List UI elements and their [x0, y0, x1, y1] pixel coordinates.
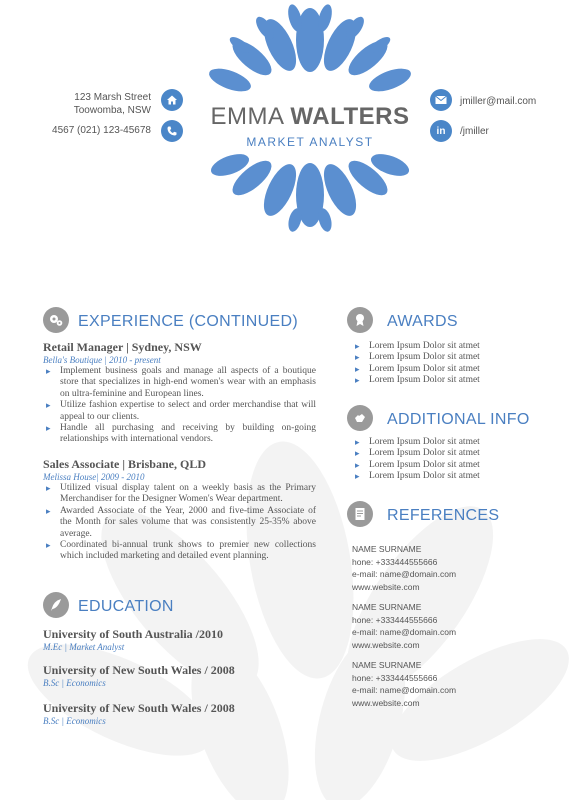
- bullet-item: ▸ Utilized visual display talent on a weekly basis as the Primary Merchandiser for the Designer Women's Wear department.: [43, 483, 316, 506]
- reference-website: www.website.com: [352, 639, 420, 650]
- role-title: MARKET ANALYST: [246, 135, 374, 149]
- school-name: University of South Australia /2010: [43, 627, 224, 641]
- degree: B.Sc | Economics: [43, 678, 106, 688]
- reference-website: www.website.com: [352, 697, 420, 708]
- hand-icon: [347, 405, 373, 431]
- awards-heading: AWARDS: [387, 313, 458, 330]
- reference-website: www.website.com: [352, 581, 420, 592]
- quill-icon: [43, 592, 69, 618]
- additional-item: ▸ Lorem Ipsum Dolor sit atmet: [352, 448, 552, 459]
- name-heading: [200, 103, 420, 131]
- reference-email: e-mail: name@domain.com: [352, 627, 457, 637]
- reference-phone: hone: +333444555666: [352, 672, 438, 683]
- linkedin-handle[interactable]: /jmiller: [460, 126, 489, 137]
- additional-info-heading: ADDITIONAL INFO: [387, 411, 530, 428]
- bullet-item: ▸ Awarded Associate of the Year, 2000 and five-time Associate of the Month for sales volume that was consistently 25-35% above average.: [43, 506, 316, 540]
- experience-heading: EXPERIENCE (CONTINUED): [78, 313, 298, 330]
- bullet-item: ▸ Utilize fashion expertise to select and order merchandise that will appeal to our clients.: [43, 400, 316, 423]
- awards-list: [352, 341, 552, 387]
- award-item: ▸ Lorem Ipsum Dolor sit atmet: [352, 375, 552, 386]
- additional-info-list: [352, 437, 552, 483]
- additional-item: ▸ Lorem Ipsum Dolor sit atmet: [352, 460, 552, 471]
- address-line1: 123 Marsh Street: [74, 92, 151, 103]
- degree: M.Ec | Market Analyst: [43, 642, 125, 652]
- additional-item: ▸ Lorem Ipsum Dolor sit atmet: [352, 471, 552, 482]
- education-heading: EDUCATION: [78, 598, 174, 615]
- degree: B.Sc | Economics: [43, 716, 106, 726]
- job-title: Sales Associate | Brisbane, QLD: [43, 457, 206, 471]
- last-name: WALTERS: [290, 103, 410, 130]
- job-subtitle: Bella's Boutique | 2010 - present: [43, 355, 161, 365]
- bullet-item: ▸ Handle all purchasing and receiving by building on-going relationships with international vendors.: [43, 423, 316, 446]
- reference-entry: [352, 659, 456, 709]
- reference-email: e-mail: name@domain.com: [352, 569, 457, 579]
- award-item: ▸ Lorem Ipsum Dolor sit atmet: [352, 364, 552, 375]
- bullet-item: ▸ Implement business goals and manage all aspects of a boutique store that specializes in high-end women's wear with an emphasis on ultra-feminine and European lines.: [43, 366, 316, 400]
- award-icon: [347, 307, 373, 333]
- reference-name: NAME SURNAME: [352, 602, 422, 612]
- reference-email: e-mail: name@domain.com: [352, 685, 457, 695]
- job-bullets: [43, 366, 316, 446]
- bullet-item: ▸ Coordinated bi-annual trunk shows to premier new collections which included marketing and detailed event planning.: [43, 540, 316, 563]
- phone-icon: [161, 120, 183, 142]
- home-icon: [161, 89, 183, 111]
- gears-icon: [43, 307, 69, 333]
- first-name: EMMA: [210, 103, 284, 130]
- address-line2: Toowomba, NSW: [73, 105, 151, 116]
- reference-entry: [352, 543, 456, 593]
- address: [74, 91, 151, 117]
- references-heading: REFERENCES: [387, 507, 500, 524]
- job-title: Retail Manager | Sydney, NSW: [43, 340, 202, 354]
- school-name: University of New South Wales / 2008: [43, 663, 235, 677]
- phone-number: 4567 (021) 123-45678: [52, 125, 151, 136]
- document-icon: [347, 501, 373, 527]
- award-item: ▸ Lorem Ipsum Dolor sit atmet: [352, 352, 552, 363]
- email-address[interactable]: jmiller@mail.com: [460, 96, 537, 107]
- linkedin-icon: in: [430, 120, 452, 142]
- school-name: University of New South Wales / 2008: [43, 701, 235, 715]
- reference-entry: [352, 601, 456, 651]
- reference-name: NAME SURNAME: [352, 544, 422, 554]
- award-item: ▸ Lorem Ipsum Dolor sit atmet: [352, 341, 552, 352]
- reference-phone: hone: +333444555666: [352, 556, 438, 567]
- job-bullets: [43, 483, 316, 563]
- mail-icon: [430, 89, 452, 111]
- additional-item: ▸ Lorem Ipsum Dolor sit atmet: [352, 437, 552, 448]
- job-subtitle: Melissa House| 2009 - 2010: [43, 472, 145, 482]
- reference-phone: hone: +333444555666: [352, 614, 438, 625]
- reference-name: NAME SURNAME: [352, 660, 422, 670]
